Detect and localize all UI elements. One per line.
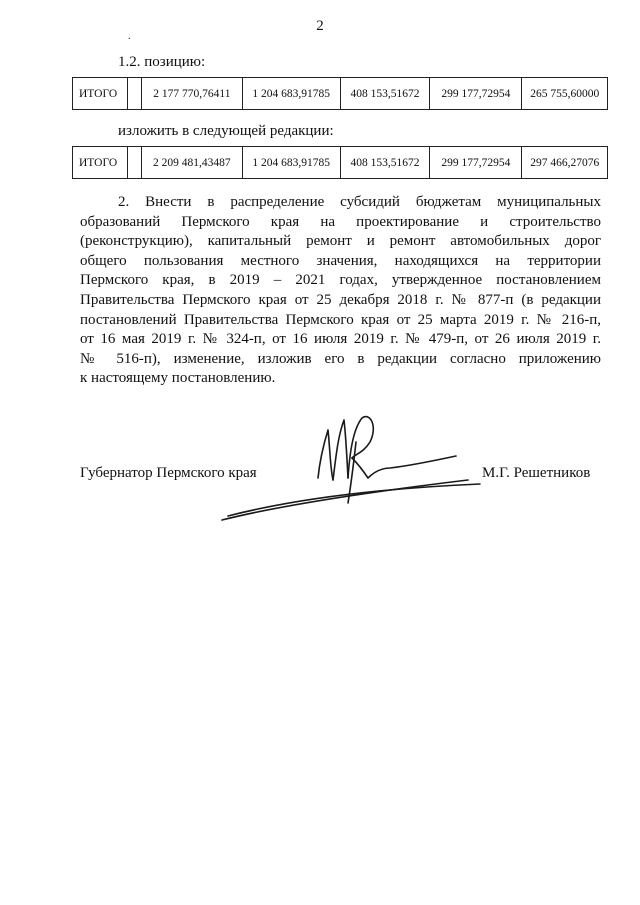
table-cell: 408 153,51672	[340, 147, 429, 179]
paragraph-line: к настоящему постановлению.	[80, 370, 276, 387]
paragraph-line: образований Пермского края на проектирование и строительство	[80, 213, 601, 230]
paragraph-line: постановлений Правительства Пермского края от 25 марта 2019 г. № 216-п,	[80, 311, 601, 328]
table-cell: 2 209 481,43487	[142, 147, 242, 179]
table-cell: ИТОГО	[73, 78, 128, 110]
paragraph-line: от 16 мая 2019 г. № 324-п, от 16 июля 2019 г. № 479-п, от 26 июля 2019 г.	[80, 331, 601, 348]
table-cell: 2 177 770,76411	[142, 78, 242, 110]
table-cell: 408 153,51672	[340, 78, 429, 110]
table-row	[73, 147, 608, 179]
margin-mark: .	[128, 31, 131, 42]
new-edition-intro: изложить в следующей редакции:	[118, 123, 334, 139]
paragraph-line: Пермского края, в 2019 – 2021 годах, утвержденное постановлением	[80, 272, 601, 289]
old-total-table	[72, 77, 608, 110]
page-number: 2	[316, 18, 324, 34]
table-row	[73, 78, 608, 110]
table-cell: ИТОГО	[73, 147, 128, 179]
paragraph-line: № 516-п), изменение, изложив его в редакции согласно приложению	[80, 350, 601, 367]
table-cell	[127, 147, 142, 179]
paragraph-2	[80, 193, 601, 389]
handwritten-signature	[218, 408, 488, 526]
new-total-table	[72, 146, 608, 179]
signatory-title: Губернатор Пермского края	[80, 465, 257, 481]
table-cell	[127, 78, 142, 110]
table-cell: 299 177,72954	[430, 78, 522, 110]
section-intro: 1.2. позицию:	[118, 54, 206, 70]
signatory-name: М.Г. Решетников	[482, 465, 591, 481]
table-cell: 299 177,72954	[430, 147, 522, 179]
table-cell: 1 204 683,91785	[242, 147, 340, 179]
paragraph-line: общего пользования местного значения, находящихся на территории	[80, 252, 601, 269]
table-cell: 1 204 683,91785	[242, 78, 340, 110]
paragraph-line: (реконструкцию), капитальный ремонт и ремонт автомобильных дорог	[80, 233, 601, 250]
table-cell: 297 466,27076	[522, 147, 608, 179]
paragraph-line: 2. Внести в распределение субсидий бюджетам муниципальных	[118, 194, 601, 210]
paragraph-line: Правительства Пермского края от 25 декабря 2018 г. № 877-п (в редакции	[80, 291, 601, 308]
table-cell: 265 755,60000	[522, 78, 608, 110]
